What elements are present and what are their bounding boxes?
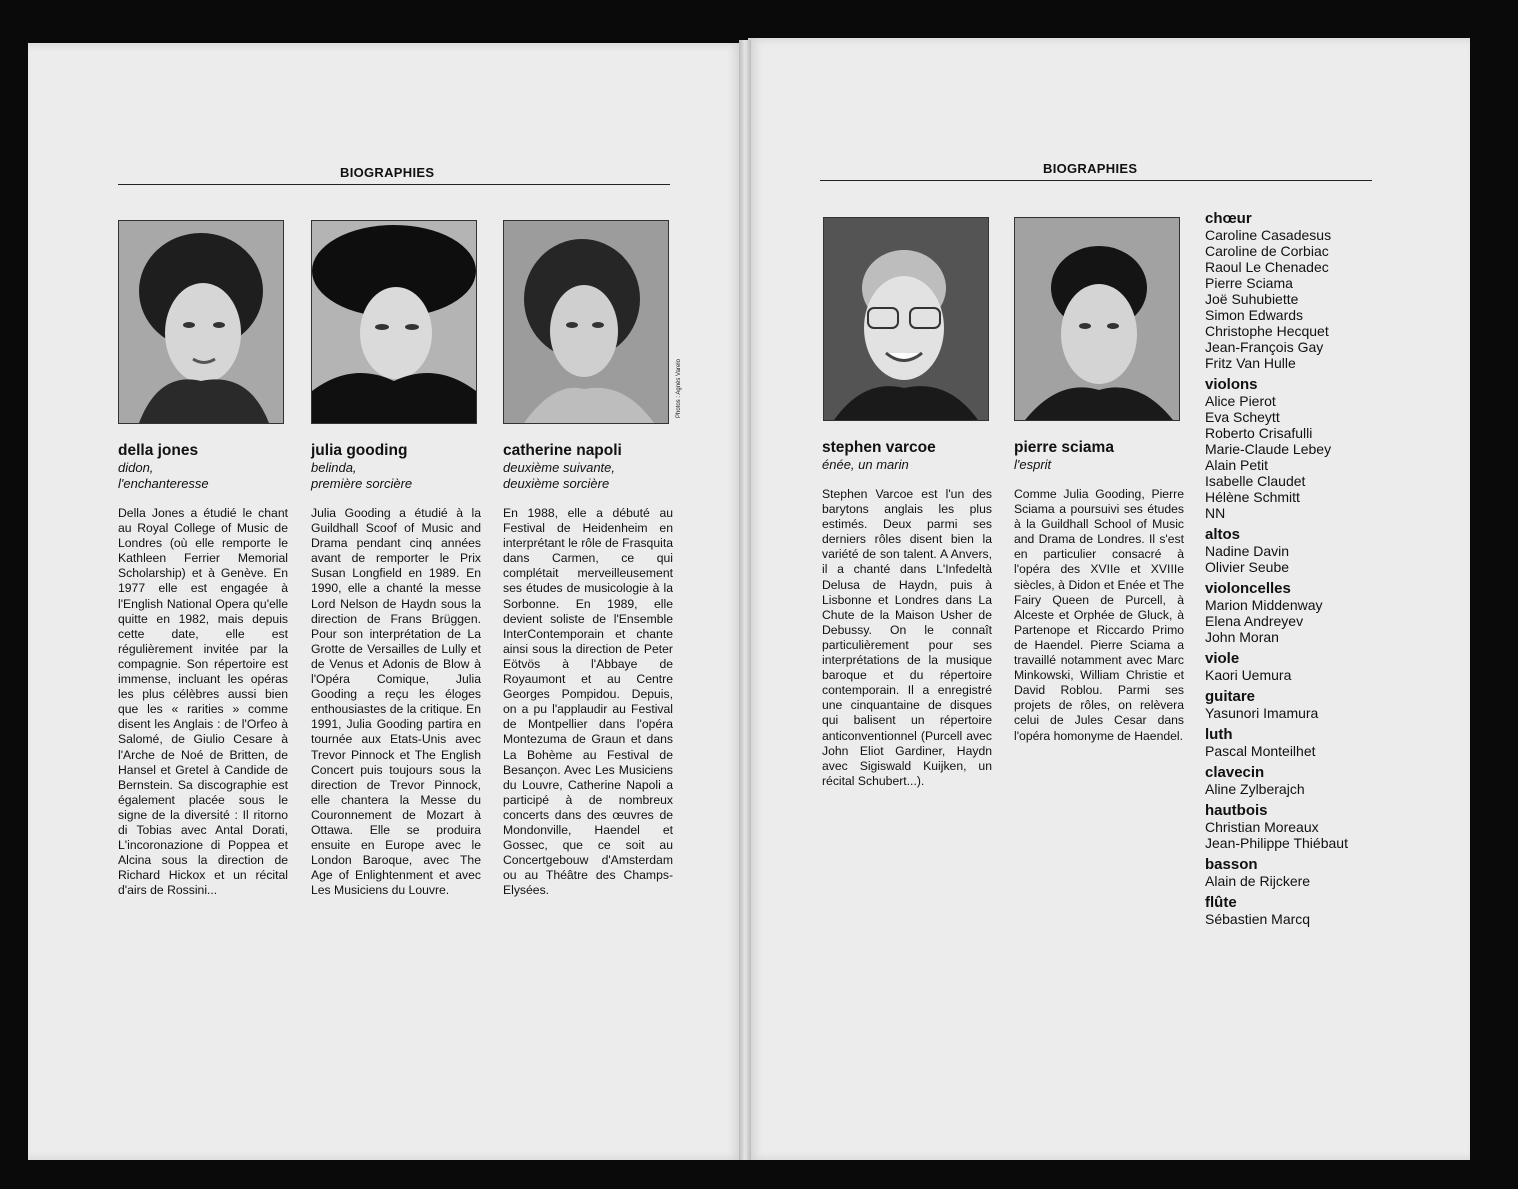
pierre-sciama-photo [1014, 217, 1180, 421]
artist-name: della jones [118, 442, 199, 459]
right-heading-rule [820, 180, 1372, 181]
artist-bio: Julia Gooding a étudié à la Guildhall Scoof of Music and Drama pendant cinq années avant de remporter le Prix Susan Longfield en 1989. En 1990, elle a chanté la messe Lord Nelson de Haydn sous la direction de Frans Brüggen. Pour son interprétation de La Grotte de Versailles de Lully et de Venus et Adonis de Blow à l'Opéra Comique, Julia Gooding a reçu les éloges enthousiastes de la critique. En 1991, Julia Gooding partira en tournée aux Etats-Unis avec Trevor Pinnock et The English Concert puis toujours sous la direction de Trevor Pinnock, elle chantera la Messe du Couronnement de Mozart à Ottawa. Elle se produira ensuite en Europe avec le London Baroque, avec The Age of Enlightenment et avec Les Musiciens du Louvre. [311, 506, 481, 898]
ensemble-section-name: hautbois [1205, 802, 1268, 819]
ensemble-member: Olivier Seube [1205, 559, 1290, 575]
ensemble-section [1205, 651, 1395, 683]
ensemble-member: Kaori Uemura [1205, 667, 1292, 683]
artist-role: belinda, première sorcière [311, 460, 413, 491]
ensemble-section [1205, 377, 1395, 521]
ensemble-section [1205, 895, 1395, 927]
ensemble-section-name: violons [1205, 376, 1258, 393]
ensemble-section [1205, 857, 1395, 889]
ensemble-section-name: chœur [1205, 210, 1252, 227]
ensemble-section [1205, 527, 1395, 575]
ensemble-member: Pascal Monteilhet [1205, 743, 1316, 759]
artist-role: énée, un marin [822, 457, 909, 472]
ensemble-member: Alain Petit [1205, 457, 1269, 473]
ensemble-member: NN [1205, 505, 1226, 521]
ensemble-member: Alain de Rijckere [1205, 873, 1311, 889]
artist-bio: En 1988, elle a débuté au Festival de Heidenheim en interprétant le rôle de Frasquita dans Carmen, ce qui complétait merveilleusement ses études de musicologie à la Sorbonne. En 1989, elle devient soliste de l'Ensemble InterContemporain et chante ainsi sous la direction de Peter Eötvös à l'Abbaye de Royaumont et au Centre Georges Pompidou. Depuis, on a pu l'applaudir au Festival de Montpellier dans l'opéra Montezuma de Graun et dans La Bohème au Festival de Besançon. Avec Les Musiciens du Louvre, Catherine Napoli a participé à de nombreux concerts dans des œuvres de Mondonville, Haendel et Gossec, que ce soit au Concertgebouw d'Amsterdam ou au Théâtre des Champs-Elysées. [503, 506, 673, 898]
stephen-varcoe-photo [823, 217, 989, 421]
ensemble-member: Raoul Le Chenadec [1205, 259, 1329, 275]
ensemble-section [1205, 765, 1395, 797]
ensemble-member: Joë Suhubiette [1205, 291, 1299, 307]
artist-julia-gooding [311, 442, 481, 898]
left-page-heading: BIOGRAPHIES [340, 165, 435, 180]
ensemble-member: Jean-Philippe Thiébaut [1205, 835, 1348, 851]
ensemble-section-name: luth [1205, 726, 1233, 743]
ensemble-member: Christian Moreaux [1205, 819, 1319, 835]
della-jones-photo [118, 220, 284, 424]
ensemble-member: Fritz Van Hulle [1205, 355, 1296, 371]
right-page-heading: BIOGRAPHIES [1043, 161, 1138, 176]
ensemble-member: Nadine Davin [1205, 543, 1290, 559]
artist-bio: Comme Julia Gooding, Pierre Sciama a poursuivi ses études à la Guildhall School of Music and Drama de Londres. Il s'est en particulier consacré à l'opéra des XVIIe et XVIIIe siècles, à Didon et Enée et The Fairy Queen de Purcell, à Alceste et Orphée de Gluck, à Partenope et Riccardo Primo de Haendel. Pierre Sciama a travaillé notamment avec Marc Minkowski, William Christie et David Roblou. Parmi ses projets de rôles, on relèvera celui de Jules Cesar dans l'opéra homonyme de Haendel. [1014, 487, 1184, 743]
ensemble-member: Marion Middenway [1205, 597, 1323, 613]
ensemble-section-name: flûte [1205, 894, 1237, 911]
ensemble-member: Caroline Casadesus [1205, 227, 1332, 243]
ensemble-section-name: viole [1205, 650, 1240, 667]
ensemble-member: Roberto Crisafulli [1205, 425, 1313, 441]
ensemble-member: Simon Edwards [1205, 307, 1304, 323]
ensemble-member: Alice Pierot [1205, 393, 1276, 409]
artist-role: didon, l'enchanteresse [118, 460, 209, 491]
artist-della-jones [118, 442, 288, 898]
ensemble-section-name: basson [1205, 856, 1258, 873]
ensemble-member: Aline Zylberajch [1205, 781, 1305, 797]
ensemble-section [1205, 211, 1395, 371]
photo-credit: Photos : Agnès Varelo [676, 359, 682, 418]
ensemble-section-name: guitare [1205, 688, 1256, 705]
ensemble-member: Hélène Schmitt [1205, 489, 1300, 505]
ensemble-section [1205, 803, 1395, 851]
ensemble-member: Jean-François Gay [1205, 339, 1324, 355]
ensemble-member: Christophe Hecquet [1205, 323, 1329, 339]
artist-role: deuxième suivante, deuxième sorcière [503, 460, 616, 491]
ensemble-member: Isabelle Claudet [1205, 473, 1306, 489]
artist-bio: Della Jones a étudié le chant au Royal College of Music de Londres (où elle remporte le Kathleen Ferrier Memorial Scholarship) et à Genève. En 1977 elle est engagée à l'English National Opera qu'elle quitte en 1982, mais depuis cette date, elle est régulièrement invitée par la compagnie. Son répertoire est immense, incluant les opéras les plus célèbres aussi bien que les « rarities » comme disent les Anglais : de l'Orfeo à Salomé, de Giulio Cesare à l'Arche de Noé de Britten, de Hansel et Gretel à Candide de Bernstein. Sa discographie est également placée sous le signe de la diversité : Il ritorno di Tobias avec Antal Dorati, L'incoronazione di Poppea et Alcina sous la direction de Richard Hickox et un récital d'airs de Rossini... [118, 506, 288, 898]
ensemble-section [1205, 581, 1395, 645]
artist-catherine-napoli [503, 442, 673, 898]
artist-name: stephen varcoe [822, 439, 936, 456]
book-spine [739, 40, 751, 1160]
ensemble-member: Elena Andreyev [1205, 613, 1304, 629]
ensemble-member: Sébastien Marcq [1205, 911, 1311, 927]
ensemble-member: Marie-Claude Lebey [1205, 441, 1332, 457]
artist-pierre-sciama [1014, 439, 1184, 744]
ensemble-section-name: violoncelles [1205, 580, 1291, 597]
ensemble-list [1205, 211, 1395, 933]
artist-name: catherine napoli [503, 442, 622, 459]
artist-stephen-varcoe [822, 439, 992, 789]
ensemble-section [1205, 727, 1395, 759]
ensemble-member: John Moran [1205, 629, 1279, 645]
ensemble-member: Yasunori Imamura [1205, 705, 1319, 721]
left-heading-rule [118, 184, 670, 185]
julia-gooding-photo [311, 220, 477, 424]
ensemble-section [1205, 689, 1395, 721]
artist-name: pierre sciama [1014, 439, 1114, 456]
ensemble-member: Eva Scheytt [1205, 409, 1280, 425]
artist-bio: Stephen Varcoe est l'un des barytons anglais les plus estimés. Deux parmi ses derniers rôles disent bien la variété de son talent. A Anvers, il a chanté dans L'Infedeltà Delusa de Haydn, puis à Lisbonne et Londres dans La Chute de la Maison Usher de Debussy. On le connaît particulièrement pour ses interprétations de la musique baroque et du répertoire contemporain. Il a enregistré une cinquantaine de disques qui balisent un répertoire anticonventionnel (Purcell avec John Eliot Gardiner, Haydn avec Sigiswald Kuijken, un récital Schubert...). [822, 487, 992, 788]
artist-name: julia gooding [311, 442, 408, 459]
artist-role: l'esprit [1014, 457, 1052, 472]
catherine-napoli-photo [503, 220, 669, 424]
ensemble-member: Caroline de Corbiac [1205, 243, 1329, 259]
ensemble-section-name: clavecin [1205, 764, 1265, 781]
ensemble-member: Pierre Sciama [1205, 275, 1293, 291]
ensemble-section-name: altos [1205, 526, 1241, 543]
